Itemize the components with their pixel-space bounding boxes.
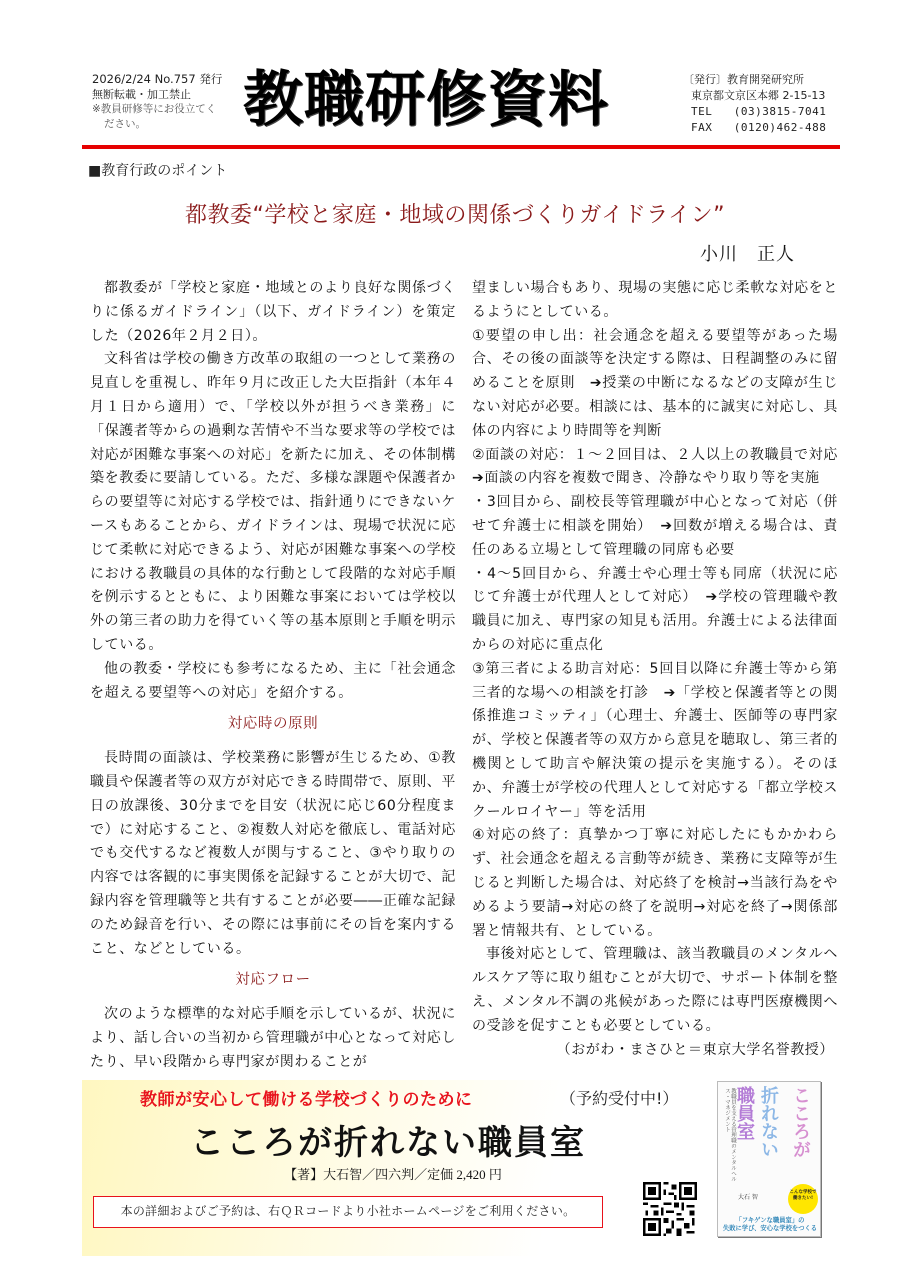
article-column-left	[90, 277, 456, 1075]
cover-badge-line: こんな学校で	[789, 1190, 817, 1195]
ad-cta-text: 本の詳細およびご予約は、右ＱＲコードより小社ホームページをご利用ください。	[120, 1204, 576, 1218]
publisher-address: 東京都文京区本郷 2-15-13	[691, 89, 826, 102]
article-title: 都教委“学校と家庭・地域の関係づくりガイドライン”	[185, 203, 725, 228]
flow-step: ①要望の申し出：社会通念を超える要望等があった場合、その後の面談等を決定する際は、日程調整のみに留めることを原則 ➔授業の中断になるなどの支障が生じない対応が必要。相談には、基本的に誠実に対応し、具体の内容により時間等を判断	[472, 327, 838, 439]
cover-badge	[788, 1184, 818, 1214]
cover-badge-line: 働きたい!	[792, 1196, 814, 1201]
tel-number: (03)3815-7041	[733, 105, 827, 118]
flow-step: ③第三者による助言対応：5回目以降に弁護士等から第三者的な場への相談を打診 ➔「学校と保護者等との関係推進コミッティ」（心理士、弁護士、医師等の専門家が、学校と保護者等の双方から意見を聴取し、第三者的機関として助言や解決策の提示を実施する）。そのほか、弁護士が学校の代理人として対応する「都立学校スクールロイヤー」等を活用	[472, 660, 838, 820]
masthead-title: 教職研修資料	[243, 65, 609, 135]
section-tag: ■教育行政のポイント	[88, 163, 228, 179]
copyright-notice: 無断転載・加工禁止	[92, 88, 191, 101]
paragraph: 他の教委・学校にも参考になるため、主に「社会通念を超える要望等への対応」を紹介する。	[90, 660, 456, 701]
paragraph: 次のような標準的な対応手順を示しているが、状況により、話し合いの当初から管理職が中心となって対応したり、早い段階から専門家が関わることが	[90, 1006, 456, 1070]
paragraph: 望ましい場合もあり、現場の実態に応じ柔軟な対応をとるようにとしている。	[472, 280, 838, 320]
paragraph: 長時間の面談は、学校業務に影響が生じるため、①教職員や保護者等の双方が対応できる時間帯で、原則、平日の放課後、30分までを目安（状況に応じ60分程度まで）に対応すること、②複数人対応を徹底し、電話対応でも交代するなど複数人が関与すること、③やり取りの内容では客観的に事実関係を記録することが大切で、記録内容を管理職等と共有することが必要――正確な記録のため録音を行い、その際には事前にその旨を案内すること、などとしている。	[90, 750, 456, 957]
paragraph: 文科省は学校の働き方改革の取組の一つとして業務の見直しを重視し、昨年９月に改正した大臣指針（本年４月１日から適用）で、「学校以外が担うべき業務」に「保護者等からの過剰な苦情や不当な要求等の学校では対応が困難な事案への対応」を新たに加え、その体制構築を教委に要請している。ただ、多様な課題や保護者からの要望等に対応する学校では、指針通りにできないケースもあることから、ガイドラインは、現場で状況に応じて柔軟に対応できるよう、対応が困難な事案への学校における教職員の具体的な行動として段階的な対応手順を例示するとともに、より困難な事案においては学校以外の第三者の助力を得ていく等の基本原則と手順を明示している。	[90, 351, 456, 653]
ad-book-title: こころが折れない職員室	[190, 1123, 586, 1163]
fax-label: FAX	[691, 121, 713, 134]
fax-number: (0120)462-488	[733, 121, 827, 134]
usage-note: ※教員研修等にお役立てく	[92, 103, 217, 115]
tel-label: TEL	[691, 105, 713, 118]
publisher-name: 〔発行〕教育開発研究所	[683, 73, 804, 86]
publisher-fax	[683, 120, 853, 136]
ad-preorder: （予約受付中!）	[560, 1089, 679, 1108]
cover-author: 大石 智	[738, 1194, 758, 1201]
cover-tagline: 「フキゲンな職員室」の	[735, 1217, 805, 1224]
cover-subtitle: 教職員を支える管理職のメンタルヘルス・マネジメント	[724, 1088, 736, 1182]
flow-step: ・4～5回目から、弁護士や心理士等も同席（状況に応じて弁護士が代理人として対応） ➔学校の管理職や教職員に加え、専門家の知見も活用。弁護士による法律面からの対応に重点化	[472, 565, 838, 653]
flow-step: ・3回目から、副校長等管理職が中心となって対応（併せて弁護士に相談を開始） ➔回数が増える場合は、責任のある立場として管理職の同席も必要	[472, 494, 838, 558]
cover-title-part: 折れない	[758, 1086, 779, 1158]
book-cover-image	[717, 1081, 821, 1237]
flow-step: ④対応の終了：真摯かつ丁寧に対応したにもかかわらず、社会通念を超える言動等が続き、業務に支障等が生じると判断した場合は、対応終了を検討→当該行為をやめるよう要請→対応の終了を説明→対応を終了→関係部署と情報共有、としている。	[472, 827, 838, 939]
ad-cta-box	[93, 1196, 603, 1228]
cover-tagline: 失敗に学び、安心な学校をつくる	[722, 1225, 818, 1232]
author-signature: （おがわ・まさひと＝東京大学名誉教授）	[556, 1041, 834, 1058]
cover-title-part: 職員室	[734, 1086, 755, 1140]
subheading-principles: 対応時の原則	[227, 716, 319, 733]
ad-book-meta: 【著】大石智／四六判／定価 2,420 円	[284, 1167, 502, 1182]
paragraph: 事後対応として、管理職は、該当教職員のメンタルヘルスケア等に取り組むことが大切で、サポート体制を整え、メンタル不調の兆候があった際には専門医療機関への受診を促すことも必要としている。	[472, 946, 838, 1034]
flow-step: ②面談の対応：１～２回目は、２人以上の教職員で対応 ➔面談の内容を複数で聞き、冷静なやり取り等を実施	[472, 446, 853, 487]
issue-number: 2026/2/24 No.757 発行	[92, 72, 223, 86]
header-divider	[82, 145, 840, 149]
article-author: 小川 正人	[700, 244, 795, 265]
publisher-tel	[683, 104, 853, 120]
cover-title-part: こころが	[790, 1086, 811, 1158]
ad-tagline: 教師が安心して働ける学校づくりのために	[140, 1090, 473, 1110]
issue-info	[92, 72, 242, 132]
qr-code-icon[interactable]	[643, 1182, 697, 1236]
publisher-info	[683, 72, 853, 136]
article-column-right	[472, 277, 853, 1062]
paragraph: 都教委が「学校と家庭・地域とのより良好な関係づくりに係るガイドライン」（以下、ガイドライン）を策定した（2026年２月２日）。	[90, 280, 456, 344]
subheading-flow: 対応フロー	[235, 972, 311, 989]
usage-note-cont: ださい。	[104, 118, 146, 130]
